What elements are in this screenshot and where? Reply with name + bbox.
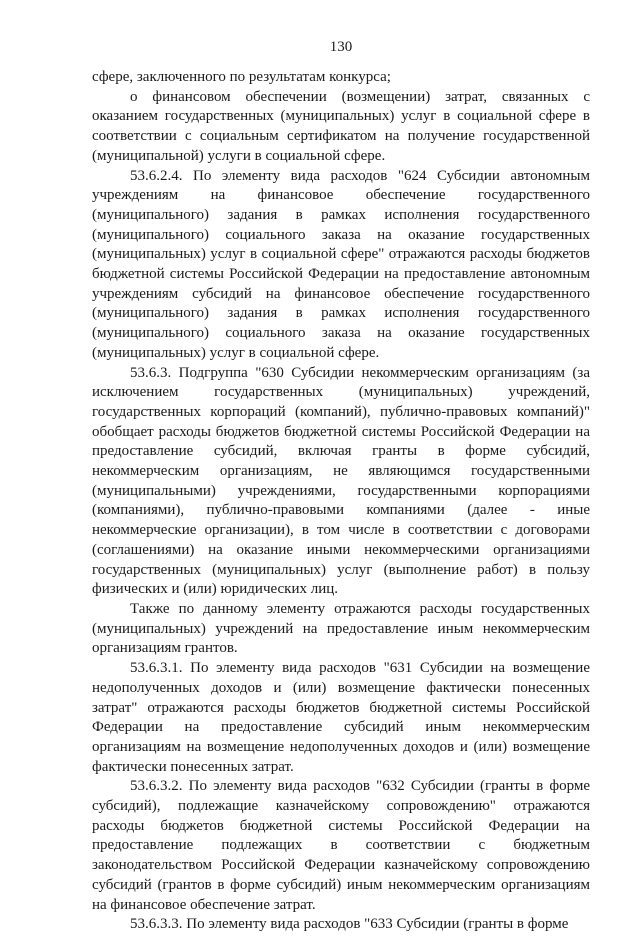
paragraph-continuation: сфере, заключенного по результатам конкурса; bbox=[92, 69, 391, 85]
paragraph-financial-support: о финансовом обеспечении (возмещении) затрат, связанных с оказанием государственных (муниципальных) услуг в социальной сфере в соответствии с социальным сертификатом на получение государственной (муниципальной) услуги в социальной сфере. bbox=[92, 88, 590, 164]
document-page bbox=[0, 38, 640, 943]
page-number: 130 bbox=[329, 39, 353, 55]
paragraph-53-6-3: 53.6.3. Подгруппа "630 Субсидии некоммерческим организациям (за исключением государственных (муниципальных) учреждений, государственных корпораций (компаний), публично-правовых компаний)" обобщает расходы бюджетов бюджетной системы Российской Федерации на предоставление субсидий, включая гранты в форме субсидий, некоммерческим организациям, не являющимся государственными (муниципальными) учреждениями, государственными корпорациями (компаниями), публично-правовыми компаниями (далее - иные некоммерческие организации), в том числе в соответствии с договорами (соглашениями) на оказание иными некоммерческими организациями государственных (муниципальных) услуг (выполнение работ) в пользу физических и (или) юридических лиц. bbox=[92, 364, 590, 598]
paragraph-also-grants: Также по данному элементу отражаются расходы государственных (муниципальных) учреждений на предоставление иным некоммерческим организациям грантов. bbox=[92, 600, 590, 657]
paragraph-53-6-3-2: 53.6.3.2. По элементу вида расходов "632 Субсидии (гранты в форме субсидий), подлежащие казначейскому сопровождению" отражаются расходы бюджетов бюджетной системы Российской Федерации на предоставление подлежащих в соответствии с бюджетным законодательством Российской Федерации казначейскому сопровождению субсидий (грантов в форме субсидий) иным некоммерческим организациям на финансовое обеспечение затрат. bbox=[92, 778, 590, 913]
paragraph-53-6-3-3: 53.6.3.3. По элементу вида расходов "633 Субсидии (гранты в форме bbox=[130, 916, 569, 933]
document-body bbox=[92, 68, 590, 935]
paragraph-53-6-2-4: 53.6.2.4. По элементу вида расходов "624 Субсидии автономным учреждениям на финансовое обеспечение государственного (муниципального) задания в рамках исполнения государственного (муниципального) социального заказа на оказание государственных (муниципальных) услуг в социальной сфере" отражаются расходы бюджетов бюджетной системы Российской Федерации на предоставление автономным учреждениям субсидий на финансовое обеспечение государственного (муниципального) задания в рамках исполнения государственного (муниципального) социального заказа на оказание государственных (муниципальных) услуг в социальной сфере. bbox=[92, 167, 590, 361]
paragraph-53-6-3-1: 53.6.3.1. По элементу вида расходов "631 Субсидии на возмещение недополученных доходов и (или) возмещение фактически понесенных затрат" отражаются расходы бюджетов бюджетной системы Российской Федерации на предоставление субсидий иным некоммерческим организациям на возмещение недополученных доходов и (или) возмещение фактически понесенных затрат. bbox=[92, 660, 590, 775]
